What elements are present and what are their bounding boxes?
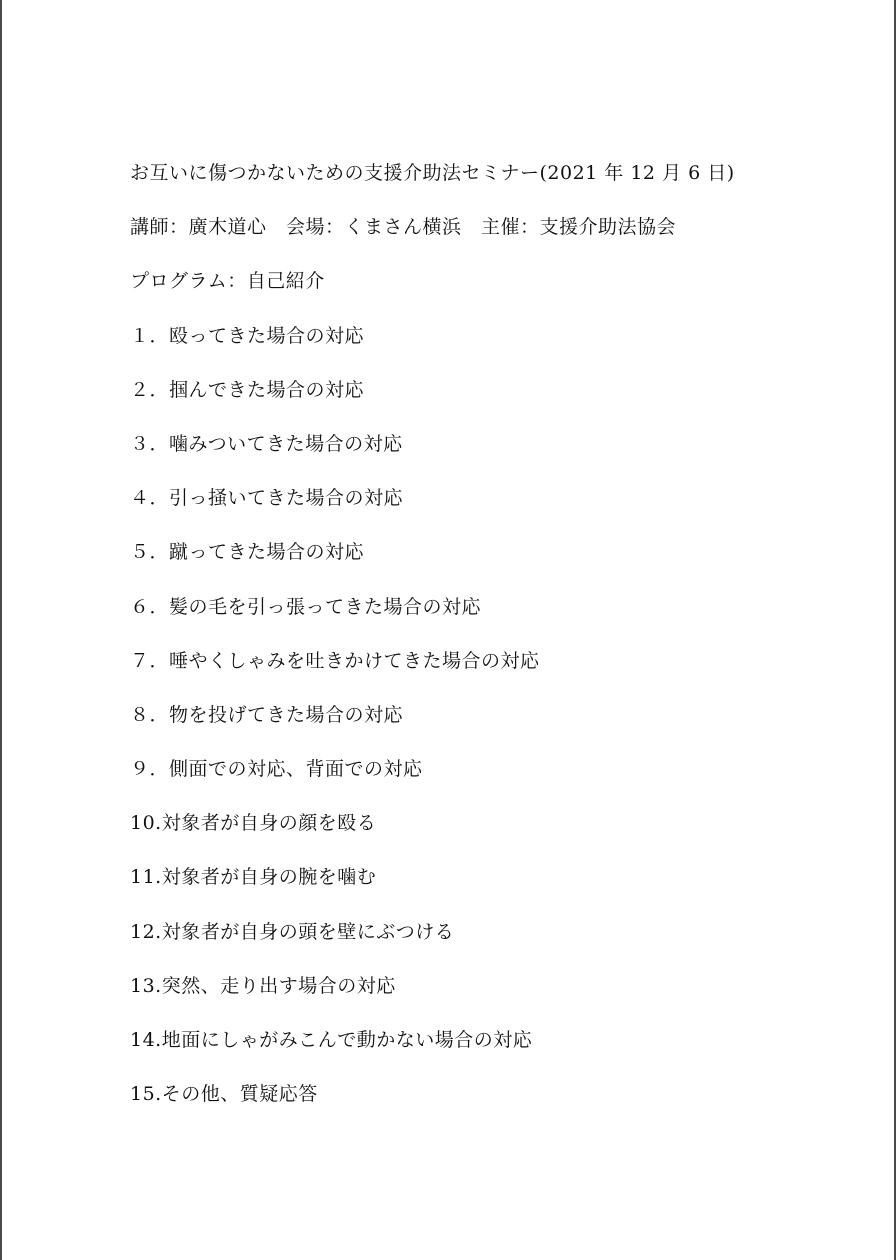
program-item: ９．側面での対応、背面での対応 — [130, 758, 423, 781]
program-item: 11.対象者が自身の腕を噛む — [130, 866, 377, 889]
program-item: ５．蹴ってきた場合の対応 — [130, 541, 365, 564]
program-item: 15.その他、質疑応答 — [130, 1083, 318, 1106]
program-item: ３．噛みついてきた場合の対応 — [130, 432, 403, 455]
program-item: ６．髪の毛を引っ張ってきた場合の対応 — [130, 595, 482, 618]
program-item: 12.対象者が自身の頭を壁にぶつける — [130, 920, 455, 943]
program-item: 10.対象者が自身の顔を殴る — [130, 812, 377, 835]
seminar-title: お互いに傷つかないための支援介助法セミナー(2021 年 12 月 6 日) — [130, 162, 735, 184]
page-left-border — [0, 0, 2, 1260]
program-item: 13.突然、走り出す場合の対応 — [130, 974, 396, 997]
program-item: ４．引っ掻いてきた場合の対応 — [130, 487, 404, 510]
program-item: 14.地面にしゃがみこんで動かない場合の対応 — [130, 1029, 533, 1051]
document-content — [130, 155, 870, 1130]
program-heading: プログラム：自己紹介 — [130, 270, 325, 293]
program-item: ８．物を投げてきた場合の対応 — [130, 703, 404, 726]
program-item: ７．唾やくしゃみを吐きかけてきた場合の対応 — [130, 649, 540, 672]
seminar-details: 講師：廣木道心 会場：くまさん横浜 主催：支援介助法協会 — [130, 216, 677, 239]
program-item: ２．掴んできた場合の対応 — [130, 378, 365, 401]
program-item: １．殴ってきた場合の対応 — [130, 324, 365, 347]
program-list — [130, 318, 870, 1131]
